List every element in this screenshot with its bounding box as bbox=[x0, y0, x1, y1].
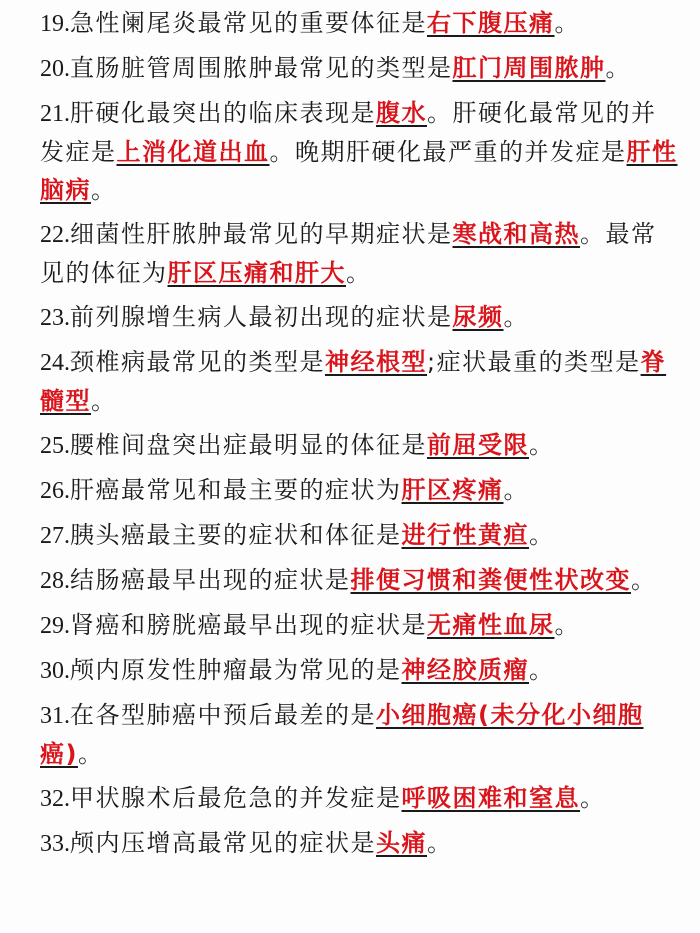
item-text: 。 bbox=[554, 9, 580, 37]
item-number: 27. bbox=[40, 523, 70, 549]
item-text: 直肠脏管周围脓肿最常见的类型是 bbox=[70, 54, 453, 82]
key-answer: 腹水 bbox=[376, 99, 427, 127]
item-text: 前列腺增生病人最初出现的症状是 bbox=[70, 303, 453, 331]
item-text: 在各型肺癌中预后最差的是 bbox=[70, 701, 376, 729]
item-number: 22. bbox=[40, 222, 70, 248]
note-item bbox=[40, 215, 680, 292]
item-text: 。 bbox=[605, 54, 631, 82]
item-text: 。 bbox=[91, 387, 117, 415]
item-text: 。 bbox=[427, 829, 453, 857]
item-text: 肝硬化最突出的临床表现是 bbox=[70, 99, 376, 127]
item-text: 。 bbox=[529, 521, 555, 549]
note-item bbox=[40, 94, 680, 209]
item-text: 腰椎间盘突出症最明显的体征是 bbox=[70, 431, 427, 459]
key-answer: 排便习惯和粪便性状改变 bbox=[350, 566, 631, 594]
item-number: 20. bbox=[40, 56, 70, 82]
item-number: 33. bbox=[40, 831, 70, 857]
item-number: 29. bbox=[40, 613, 70, 639]
note-item bbox=[40, 779, 680, 818]
item-text: 。 bbox=[529, 431, 555, 459]
item-number: 23. bbox=[40, 305, 70, 331]
item-text: 。 bbox=[580, 784, 606, 812]
item-number: 19. bbox=[40, 11, 70, 37]
key-answer: 头痛 bbox=[376, 829, 427, 857]
note-item bbox=[40, 824, 680, 863]
item-number: 21. bbox=[40, 101, 70, 127]
note-item bbox=[40, 4, 680, 43]
note-item bbox=[40, 651, 680, 690]
key-answer: 小细胞癌(未分化小细胞癌) bbox=[40, 701, 644, 768]
item-number: 31. bbox=[40, 703, 70, 729]
key-answer: 脊髓型 bbox=[40, 348, 667, 415]
item-text: 。 bbox=[503, 303, 529, 331]
note-item bbox=[40, 606, 680, 645]
note-item bbox=[40, 49, 680, 88]
item-text: 。 bbox=[529, 656, 555, 684]
item-text: ;症状最重的类型是 bbox=[427, 348, 641, 376]
key-answer: 上消化道出血 bbox=[116, 138, 270, 166]
item-number: 28. bbox=[40, 568, 70, 594]
key-answer: 呼吸困难和窒息 bbox=[401, 784, 580, 812]
item-text: 颈椎病最常见的类型是 bbox=[70, 348, 325, 376]
key-answer: 进行性黄疸 bbox=[401, 521, 529, 549]
item-text: 急性阑尾炎最常见的重要体征是 bbox=[70, 9, 427, 37]
key-answer: 寒战和高热 bbox=[452, 220, 580, 248]
item-text: 。 bbox=[77, 740, 104, 768]
item-text: 。 bbox=[631, 566, 657, 594]
item-text: 细菌性肝脓肿最常见的早期症状是 bbox=[70, 220, 453, 248]
item-text: 颅内原发性肿瘤最为常见的是 bbox=[70, 656, 402, 684]
note-item bbox=[40, 516, 680, 555]
item-text: 。肝硬化最常见的并发症是 bbox=[40, 99, 657, 166]
item-number: 32. bbox=[40, 786, 70, 812]
item-text: 胰头癌最主要的症状和体征是 bbox=[70, 521, 402, 549]
note-item bbox=[40, 343, 680, 420]
key-answer: 肝区压痛和肝大 bbox=[167, 259, 346, 287]
key-answer: 尿频 bbox=[452, 303, 504, 331]
study-notes-list bbox=[40, 4, 680, 869]
item-text: 。 bbox=[346, 259, 372, 287]
item-text: 。最常见的体征为 bbox=[40, 220, 657, 287]
note-item bbox=[40, 696, 680, 773]
item-number: 30. bbox=[40, 658, 70, 684]
key-answer: 无痛性血尿 bbox=[427, 611, 555, 639]
key-answer: 右下腹压痛 bbox=[427, 9, 555, 37]
key-answer: 前屈受限 bbox=[427, 431, 529, 459]
note-item bbox=[40, 298, 680, 337]
item-text: 。 bbox=[554, 611, 580, 639]
item-text: 。 bbox=[503, 476, 529, 504]
item-text: 肝癌最常见和最主要的症状为 bbox=[70, 476, 402, 504]
note-item bbox=[40, 426, 680, 465]
note-item bbox=[40, 471, 680, 510]
key-answer: 肛门周围脓肿 bbox=[452, 54, 606, 82]
item-number: 24. bbox=[40, 350, 70, 376]
item-text: 。晚期肝硬化最严重的并发症是 bbox=[269, 138, 627, 166]
key-answer: 神经胶质瘤 bbox=[401, 656, 529, 684]
note-item bbox=[40, 561, 680, 600]
key-answer: 肝性脑病 bbox=[40, 138, 678, 204]
key-answer: 肝区疼痛 bbox=[401, 476, 504, 504]
item-number: 26. bbox=[40, 478, 70, 504]
key-answer: 神经根型 bbox=[325, 348, 427, 376]
item-text: 肾癌和膀胱癌最早出现的症状是 bbox=[70, 611, 427, 639]
item-number: 25. bbox=[40, 433, 70, 459]
item-text: 颅内压增高最常见的症状是 bbox=[70, 829, 376, 857]
item-text: 甲状腺术后最危急的并发症是 bbox=[70, 784, 402, 812]
item-text: 。 bbox=[91, 176, 117, 204]
item-text: 结肠癌最早出现的症状是 bbox=[70, 566, 351, 594]
